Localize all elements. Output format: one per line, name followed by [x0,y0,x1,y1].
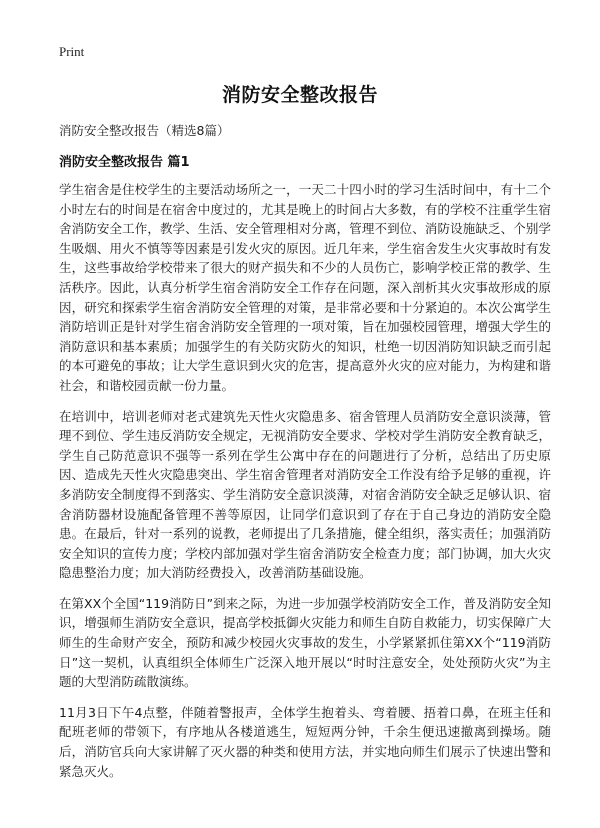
document-subtitle: 消防安全整改报告（精选8篇） [59,123,230,138]
article-body [59,180,551,792]
section-heading: 消防安全整改报告 篇1 [59,155,190,170]
paragraph-1: 学生宿舍是住校学生的主要活动场所之一，一天二十四小时的学习生活时间中，有十二个小时左右的时间是在宿舍中度过的，尤其是晚上的时间占大多数，有的学校不注重学生宿舍消防安全工作，教学、生活、安全管理相对分离，管理不到位、消防设施缺乏、个别学生吸烟、用火不慎等等因素是引发火灾的原因。近几年来，学生宿舍发生火灾事故时有发生，这些事故给学校带来了很大的财产损失和不少的人员伤亡，影响学校正常的教学、生活秩序。因此，认真分析学生宿舍消防安全工作存在问题，深入剖析其火灾事故形成的原因，研究和探索学生宿舍消防安全管理的对策，是非常必要和十分紧迫的。本次公寓学生消防培训正是针对学生宿舍消防安全管理的一项对策，旨在加强校园管理，增强大学生的消防意识和基本素质；加强学生的有关防灾防火的知识，杜绝一切因消防知识缺乏而引起的本可避免的事故；让大学生意识到火灾的危害，提高意外火灾的应对能力，为构建和谐社会，和谐校园贡献一份力量。 [59,182,551,393]
print-link[interactable]: Print [59,44,85,59]
paragraph-2: 在培训中，培训老师对老式建筑先天性火灾隐患多、宿舍管理人员消防安全意识淡薄，管理不到位、学生违反消防安全规定，无视消防安全要求、学校对学生消防安全教育缺乏，学生自己防范意识不强等一系列在学生公寓中存在的问题进行了分析，总结出了历史原因、造成先天性火灾隐患突出、学生宿舍管理者对消防安全工作没有给予足够的重视，许多消防安全制度得不到落实、学生消防安全意识淡薄，对宿舍消防安全缺乏足够认识、宿舍消防器材设施配备管理不善等原因，让同学们意识到了存在于自己身边的消防安全隐患。在最后，针对一系列的说教，老师提出了几条措施，健全组织，落实责任；加强消防安全知识的宣传力度；学校内部加强对学生宿舍消防安全检查力度；部门协调，加大火灾隐患整治力度；加大消防经费投入，改善消防基础设施。 [59,408,551,581]
page-title: 消防安全整改报告 [221,84,378,106]
paragraph-4: 11月3日下午4点整，伴随着警报声，全体学生抱着头、弯着腰、捂着口鼻，在班主任和配班老师的带领下，有序地从各楼道逃生，短短两分钟，千余生便迅速撤离到操场。随后，消防官兵向大家讲解了灭火器的种类和使用方法，并实地向师生们展示了快速出警和紧急灭火。 [59,704,551,779]
paragraph-3: 在第XX个全国“119消防日”到来之际，为进一步加强学校消防安全工作，普及消防安全知识，增强师生消防安全意识，提高学校抵御火灾能力和师生自防自救能力，切实保障广大师生的生命财产安全，预防和减少校园火灾事故的发生，小学紧紧抓住第XX个“119消防日”这一契机，认真组织全体师生广泛深入地开展以“时时注意安全，处处预防火灾”为主题的大型消防疏散演练。 [59,595,551,690]
